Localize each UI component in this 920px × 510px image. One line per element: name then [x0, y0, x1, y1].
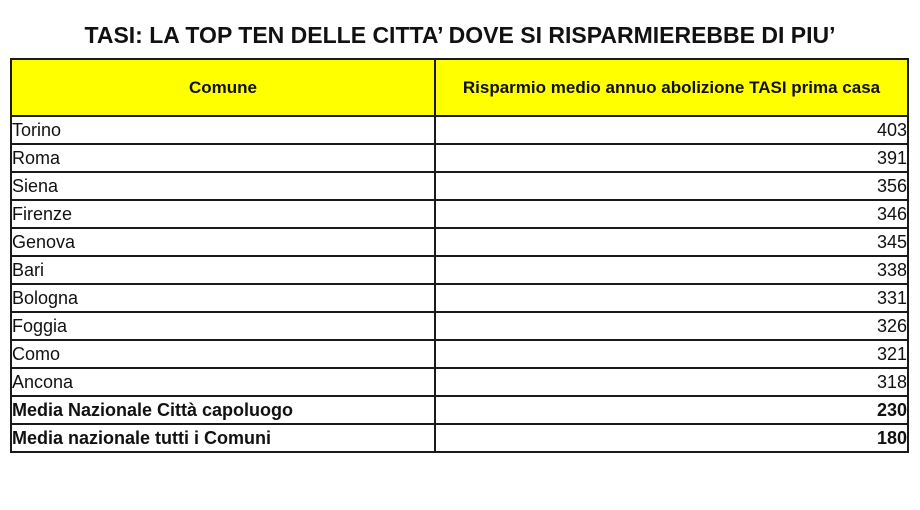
risparmio-cell: 356 [435, 172, 908, 200]
comune-cell: Bologna [11, 284, 435, 312]
table-row [11, 172, 908, 200]
risparmio-cell: 180 [435, 424, 908, 452]
comune-cell: Bari [11, 256, 435, 284]
table-row [11, 368, 908, 396]
comune-cell: Torino [11, 116, 435, 144]
comune-cell: Roma [11, 144, 435, 172]
comune-cell: Siena [11, 172, 435, 200]
risparmio-cell: 230 [435, 396, 908, 424]
table-row [11, 396, 908, 424]
risparmio-cell: 326 [435, 312, 908, 340]
comune-cell: Firenze [11, 200, 435, 228]
page-title: TASI: LA TOP TEN DELLE CITTA’ DOVE SI RISPARMIEREBBE DI PIU’ [84, 22, 836, 48]
table-row [11, 256, 908, 284]
table-body [11, 116, 908, 452]
comune-cell: Media nazionale tutti i Comuni [11, 424, 435, 452]
comune-cell: Ancona [11, 368, 435, 396]
table-row [11, 144, 908, 172]
comune-cell: Foggia [11, 312, 435, 340]
risparmio-cell: 391 [435, 144, 908, 172]
tasi-table [10, 58, 909, 453]
table-row [11, 340, 908, 368]
table-row [11, 312, 908, 340]
comune-cell: Como [11, 340, 435, 368]
risparmio-cell: 321 [435, 340, 908, 368]
table-header-row [11, 59, 908, 116]
risparmio-cell: 318 [435, 368, 908, 396]
table-row [11, 284, 908, 312]
risparmio-cell: 345 [435, 228, 908, 256]
risparmio-cell: 403 [435, 116, 908, 144]
table-row [11, 200, 908, 228]
table-row [11, 424, 908, 452]
column-header-risparmio: Risparmio medio annuo abolizione TASI prima casa [435, 59, 908, 116]
comune-cell: Media Nazionale Città capoluogo [11, 396, 435, 424]
risparmio-cell: 346 [435, 200, 908, 228]
risparmio-cell: 331 [435, 284, 908, 312]
comune-cell: Genova [11, 228, 435, 256]
risparmio-cell: 338 [435, 256, 908, 284]
table-row [11, 116, 908, 144]
table-row [11, 228, 908, 256]
column-header-comune: Comune [11, 59, 435, 116]
